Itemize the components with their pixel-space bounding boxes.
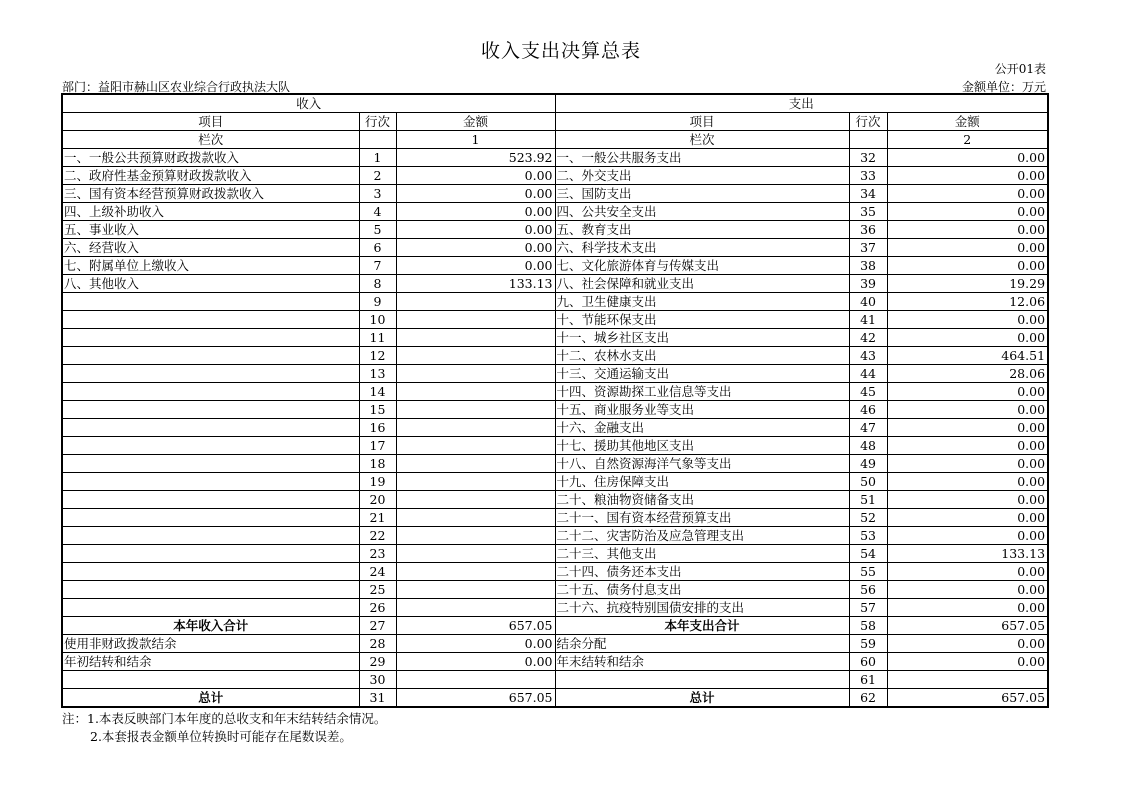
income-item-cell: 八、其他收入 [62,275,359,293]
income-amount-cell [396,401,555,419]
income-amount-cell [396,527,555,545]
footnote-2: 2.本套报表金额单位转换时可能存在尾数误差。 [90,729,352,744]
table-row [62,149,1048,167]
expense-row-no-cell: 47 [849,419,887,437]
expense-amount-cell: 0.00 [887,527,1048,545]
expense-row-no-cell: 49 [849,455,887,473]
expense-amount-cell: 0.00 [887,419,1048,437]
income-item-cell [62,527,359,545]
expense-item-cell: 十六、金融支出 [555,419,849,437]
income-item-cell: 四、上级补助收入 [62,203,359,221]
expense-row-no-cell: 33 [849,167,887,185]
section-header-row [62,94,1048,113]
form-number: 公开01表 [994,62,1046,76]
table-row [62,437,1048,455]
expense-row-no-cell: 59 [849,635,887,653]
expense-row-no-cell: 39 [849,275,887,293]
income-header: 收入 [62,94,555,113]
income-amount-cell [396,473,555,491]
income-item-cell: 本年收入合计 [62,617,359,635]
expense-row-no-header: 行次 [849,113,887,131]
expense-item-cell: 十二、农林水支出 [555,347,849,365]
expense-amount-cell: 0.00 [887,509,1048,527]
expense-row-no-cell: 53 [849,527,887,545]
income-row-no-cell: 15 [359,401,396,419]
expense-amount-cell: 0.00 [887,311,1048,329]
expense-row-no-cell: 56 [849,581,887,599]
expense-amount-cell: 0.00 [887,455,1048,473]
expense-item-cell: 九、卫生健康支出 [555,293,849,311]
income-row-no-cell: 18 [359,455,396,473]
income-amount-cell [396,599,555,617]
income-amount-cell: 523.92 [396,149,555,167]
income-amount-header: 金额 [396,113,555,131]
income-amount-cell: 0.00 [396,635,555,653]
expense-row-no-cell: 54 [849,545,887,563]
expense-amount-cell: 19.29 [887,275,1048,293]
expense-amount-cell: 657.05 [887,689,1048,708]
income-item-cell [62,419,359,437]
income-row-no-cell: 2 [359,167,396,185]
expense-row-no-cell: 32 [849,149,887,167]
expense-row-no-cell: 34 [849,185,887,203]
income-row-no-cell: 17 [359,437,396,455]
table-row [62,617,1048,635]
table-row [62,401,1048,419]
expense-amount-header: 金额 [887,113,1048,131]
income-row-no-cell: 8 [359,275,396,293]
expense-amount-cell: 0.00 [887,185,1048,203]
income-amount-cell: 0.00 [396,653,555,671]
income-row-no-cell: 25 [359,581,396,599]
expense-item-cell: 八、社会保障和就业支出 [555,275,849,293]
page-title: 收入支出决算总表 [480,40,641,62]
income-row-no-cell: 26 [359,599,396,617]
department-label: 部门：益阳市赫山区农业综合行政执法大队 [62,80,291,94]
income-item-cell: 七、附属单位上缴收入 [62,257,359,275]
expense-amount-cell [887,671,1048,689]
expense-column-blank [849,131,887,149]
expense-row-no-cell: 40 [849,293,887,311]
table-row [62,491,1048,509]
income-item-cell [62,509,359,527]
expense-amount-cell: 0.00 [887,401,1048,419]
table-row [62,563,1048,581]
income-item-cell [62,581,359,599]
income-row-no-cell: 12 [359,347,396,365]
expense-item-cell: 十五、商业服务业等支出 [555,401,849,419]
expense-amount-cell: 0.00 [887,221,1048,239]
income-amount-cell: 0.00 [396,185,555,203]
table-row [62,257,1048,275]
table-row [62,329,1048,347]
income-amount-cell [396,365,555,383]
table-row [62,239,1048,257]
expense-row-no-cell: 44 [849,365,887,383]
expense-item-header: 项目 [555,113,849,131]
income-row-no-cell: 5 [359,221,396,239]
income-row-no-cell: 20 [359,491,396,509]
income-item-cell: 五、事业收入 [62,221,359,239]
expense-item-cell: 七、文化旅游体育与传媒支出 [555,257,849,275]
income-row-no-cell: 21 [359,509,396,527]
expense-row-no-cell: 62 [849,689,887,708]
income-item-cell [62,437,359,455]
table-row [62,203,1048,221]
expense-item-cell: 十八、自然资源海洋气象等支出 [555,455,849,473]
income-item-cell: 年初结转和结余 [62,653,359,671]
expense-item-cell: 二十六、抗疫特别国债安排的支出 [555,599,849,617]
expense-item-cell: 四、公共安全支出 [555,203,849,221]
expense-item-cell: 年末结转和结余 [555,653,849,671]
income-amount-cell: 0.00 [396,239,555,257]
expense-row-no-cell: 52 [849,509,887,527]
income-item-cell [62,293,359,311]
expense-item-cell: 二十二、灾害防治及应急管理支出 [555,527,849,545]
income-item-cell: 六、经营收入 [62,239,359,257]
table-row [62,671,1048,689]
table-row [62,653,1048,671]
income-row-no-cell: 4 [359,203,396,221]
table-row [62,347,1048,365]
income-item-cell [62,671,359,689]
income-amount-cell [396,563,555,581]
expense-item-cell: 六、科学技术支出 [555,239,849,257]
table-row [62,635,1048,653]
expense-item-cell: 十四、资源勘探工业信息等支出 [555,383,849,401]
expense-row-no-cell: 41 [849,311,887,329]
expense-item-cell: 总计 [555,689,849,708]
table-row [62,419,1048,437]
income-amount-cell: 0.00 [396,167,555,185]
income-amount-cell [396,581,555,599]
expense-row-no-cell: 38 [849,257,887,275]
income-amount-cell [396,437,555,455]
expense-amount-cell: 0.00 [887,635,1048,653]
table-row [62,365,1048,383]
income-row-no-header: 行次 [359,113,396,131]
income-item-cell [62,365,359,383]
table-row [62,185,1048,203]
income-item-cell [62,311,359,329]
expense-amount-cell: 0.00 [887,653,1048,671]
column-header-row [62,113,1048,131]
table-row [62,599,1048,617]
expense-amount-cell: 0.00 [887,257,1048,275]
income-item-cell [62,455,359,473]
income-amount-cell [396,509,555,527]
income-row-no-cell: 3 [359,185,396,203]
income-amount-cell [396,491,555,509]
expense-row-no-cell: 51 [849,491,887,509]
income-item-cell [62,383,359,401]
expense-amount-cell: 0.00 [887,581,1048,599]
income-item-cell: 一、一般公共预算财政拨款收入 [62,149,359,167]
income-item-cell [62,599,359,617]
table-row [62,527,1048,545]
income-column-number: 1 [396,131,555,149]
income-row-no-cell: 10 [359,311,396,329]
income-expense-table [61,93,1049,708]
expense-header: 支出 [555,94,1048,113]
expense-row-no-cell: 43 [849,347,887,365]
expense-amount-cell: 0.00 [887,149,1048,167]
expense-row-no-cell: 60 [849,653,887,671]
income-amount-cell: 133.13 [396,275,555,293]
expense-amount-cell: 0.00 [887,563,1048,581]
expense-row-no-cell: 58 [849,617,887,635]
expense-amount-cell: 0.00 [887,383,1048,401]
income-item-cell [62,329,359,347]
income-row-no-cell: 29 [359,653,396,671]
expense-amount-cell: 0.00 [887,473,1048,491]
expense-row-no-cell: 37 [849,239,887,257]
expense-item-cell: 二十四、债务还本支出 [555,563,849,581]
table-row [62,455,1048,473]
income-row-no-cell: 16 [359,419,396,437]
income-row-no-cell: 30 [359,671,396,689]
income-row-no-cell: 9 [359,293,396,311]
expense-row-no-cell: 42 [849,329,887,347]
income-row-no-cell: 11 [359,329,396,347]
footnotes [62,710,386,746]
footnote-1: 注：1.本表反映部门本年度的总收支和年末结转结余情况。 [62,711,387,726]
income-row-no-cell: 19 [359,473,396,491]
expense-amount-cell: 0.00 [887,599,1048,617]
expense-item-cell: 本年支出合计 [555,617,849,635]
expense-amount-cell: 0.00 [887,203,1048,221]
expense-item-cell: 二十一、国有资本经营预算支出 [555,509,849,527]
income-row-no-cell: 23 [359,545,396,563]
income-amount-cell [396,329,555,347]
expense-item-cell: 二十五、债务付息支出 [555,581,849,599]
income-item-cell: 三、国有资本经营预算财政拨款收入 [62,185,359,203]
expense-item-cell: 结余分配 [555,635,849,653]
income-item-header: 项目 [62,113,359,131]
table-row [62,473,1048,491]
income-row-no-cell: 27 [359,617,396,635]
expense-item-cell: 五、教育支出 [555,221,849,239]
income-item-cell [62,545,359,563]
column-number-row [62,131,1048,149]
expense-amount-cell: 464.51 [887,347,1048,365]
expense-row-no-cell: 57 [849,599,887,617]
income-row-no-cell: 1 [359,149,396,167]
income-amount-cell: 0.00 [396,257,555,275]
table-row [62,311,1048,329]
income-column-label: 栏次 [62,131,359,149]
expense-item-cell: 十、节能环保支出 [555,311,849,329]
expense-row-no-cell: 48 [849,437,887,455]
income-item-cell [62,401,359,419]
expense-row-no-cell: 61 [849,671,887,689]
expense-amount-cell: 0.00 [887,437,1048,455]
expense-amount-cell: 12.06 [887,293,1048,311]
table-row [62,275,1048,293]
income-row-no-cell: 22 [359,527,396,545]
income-amount-cell [396,293,555,311]
income-amount-cell: 657.05 [396,617,555,635]
income-row-no-cell: 6 [359,239,396,257]
income-amount-cell: 657.05 [396,689,555,708]
expense-row-no-cell: 46 [849,401,887,419]
expense-row-no-cell: 36 [849,221,887,239]
income-item-cell [62,473,359,491]
expense-amount-cell: 0.00 [887,239,1048,257]
income-amount-cell [396,455,555,473]
income-item-cell: 总计 [62,689,359,708]
expense-item-cell: 二十三、其他支出 [555,545,849,563]
income-row-no-cell: 28 [359,635,396,653]
income-item-cell: 使用非财政拨款结余 [62,635,359,653]
income-item-cell: 二、政府性基金预算财政拨款收入 [62,167,359,185]
expense-row-no-cell: 50 [849,473,887,491]
income-amount-cell [396,671,555,689]
expense-item-cell: 二十、粮油物资储备支出 [555,491,849,509]
table-row [62,545,1048,563]
expense-item-cell: 三、国防支出 [555,185,849,203]
expense-column-number: 2 [887,131,1048,149]
expense-item-cell: 十九、住房保障支出 [555,473,849,491]
expense-amount-cell: 657.05 [887,617,1048,635]
expense-amount-cell: 0.00 [887,329,1048,347]
table-row [62,293,1048,311]
expense-item-cell: 十三、交通运输支出 [555,365,849,383]
income-amount-cell [396,383,555,401]
expense-amount-cell: 28.06 [887,365,1048,383]
income-amount-cell [396,347,555,365]
amount-unit-label: 金额单位：万元 [961,80,1046,94]
expense-item-cell: 十七、援助其他地区支出 [555,437,849,455]
expense-amount-cell: 0.00 [887,167,1048,185]
income-row-no-cell: 14 [359,383,396,401]
income-row-no-cell: 31 [359,689,396,708]
expense-item-cell: 一、一般公共服务支出 [555,149,849,167]
table-row [62,221,1048,239]
expense-item-cell [555,671,849,689]
expense-amount-cell: 133.13 [887,545,1048,563]
income-row-no-cell: 13 [359,365,396,383]
income-row-no-cell: 7 [359,257,396,275]
table-row [62,167,1048,185]
expense-item-cell: 二、外交支出 [555,167,849,185]
expense-row-no-cell: 55 [849,563,887,581]
income-amount-cell [396,419,555,437]
income-amount-cell: 0.00 [396,221,555,239]
table-row [62,383,1048,401]
income-amount-cell [396,311,555,329]
table-row [62,581,1048,599]
expense-row-no-cell: 35 [849,203,887,221]
expense-item-cell: 十一、城乡社区支出 [555,329,849,347]
income-column-blank [359,131,396,149]
income-item-cell [62,347,359,365]
income-item-cell [62,491,359,509]
income-item-cell [62,563,359,581]
table-row [62,509,1048,527]
table-row [62,689,1048,708]
expense-row-no-cell: 45 [849,383,887,401]
expense-column-label: 栏次 [555,131,849,149]
income-amount-cell: 0.00 [396,203,555,221]
income-amount-cell [396,545,555,563]
expense-amount-cell: 0.00 [887,491,1048,509]
income-row-no-cell: 24 [359,563,396,581]
